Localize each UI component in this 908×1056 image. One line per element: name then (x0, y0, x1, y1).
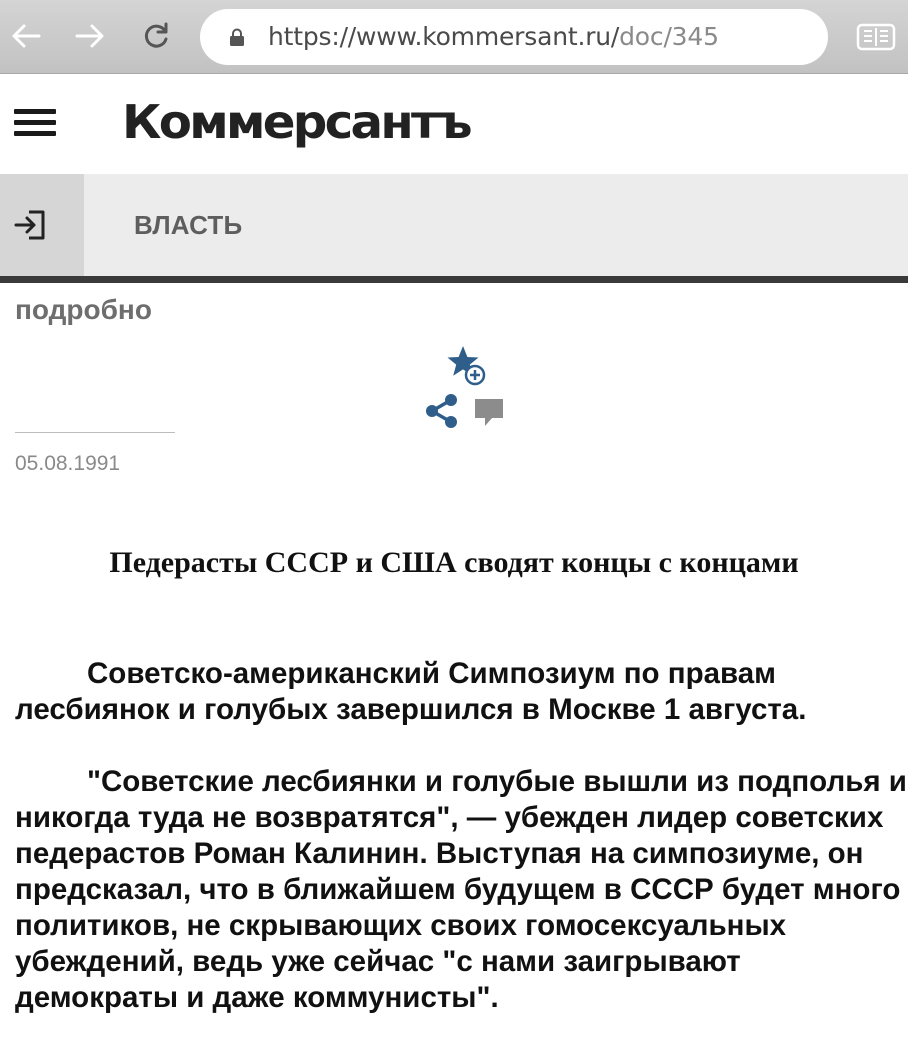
back-arrow-icon (11, 23, 41, 49)
lock-icon (229, 28, 245, 46)
article-date: 05.08.1991 (15, 452, 121, 475)
reader-icon[interactable] (856, 22, 896, 52)
section-title[interactable]: ВЛАСТЬ (134, 210, 243, 240)
rubric-label: подробно (15, 294, 152, 325)
browser-toolbar (0, 0, 908, 74)
date-divider (15, 432, 175, 433)
url-main: https://www.kommersant.ru/ (268, 22, 620, 51)
login-icon (13, 209, 47, 241)
back-button[interactable] (4, 14, 48, 58)
reload-icon (142, 22, 170, 50)
url-path: doc/345 (619, 22, 719, 51)
article-headline: Педерасты СССР и США сводят концы с концами (109, 546, 799, 579)
forward-button[interactable] (68, 14, 112, 58)
add-favorite-icon[interactable] (444, 344, 488, 388)
login-button[interactable] (0, 174, 84, 276)
forward-arrow-icon (75, 23, 105, 49)
menu-icon[interactable] (14, 109, 56, 141)
site-logo[interactable]: Коммерсантъ (122, 95, 470, 149)
article-body (15, 656, 908, 1052)
paragraph: "Советские лесбиянки и голубые вышли из подполья и никогда туда не возвратятся", — убежден лидер советских педерастов Роман Калинин. Выступая на симпозиуме, он предсказал, что в ближайшем будущем в СССР будет много политиков, не скрывающих своих гомосексуальных убеждений, ведь уже сейчас "с нами заигрывают демократы и даже коммунисты". (15, 765, 907, 1014)
site-header (0, 75, 908, 174)
section-divider (0, 276, 908, 283)
url-text (268, 22, 719, 51)
comment-icon[interactable] (472, 396, 506, 428)
address-bar[interactable] (200, 9, 828, 65)
reload-button[interactable] (134, 14, 178, 58)
paragraph: Советско-американский Симпозиум по правам лесбиянок и голубых завершился в Москве 1 августа. (15, 657, 807, 726)
section-bar (0, 174, 908, 276)
share-icon[interactable] (424, 393, 460, 429)
